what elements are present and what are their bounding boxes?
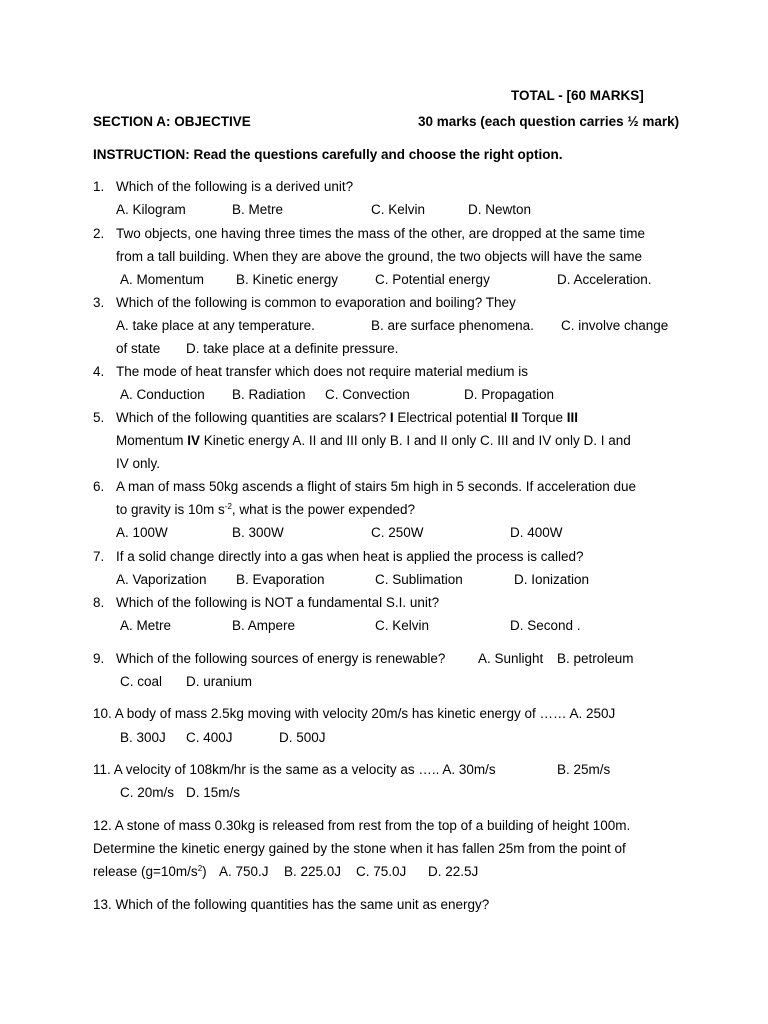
option-c: C. 400J: [186, 730, 233, 745]
instruction: INSTRUCTION: Read the questions carefully and choose the right option.: [93, 147, 563, 162]
question-text: [93, 865, 207, 879]
section-marks: 30 marks (each question carries ½ mark): [418, 114, 680, 129]
question-text: 11. A velocity of 108km/hr is the same as a velocity as ….. A. 30m/s: [93, 762, 496, 777]
question-number: 1.: [93, 179, 105, 194]
option-c: C. Kelvin: [375, 618, 430, 633]
option-d: D. Ionization: [514, 572, 590, 587]
option-c: C. Convection: [325, 387, 410, 402]
option-a: A. 100W: [116, 525, 168, 540]
total-marks: TOTAL - [60 MARKS]: [511, 88, 644, 103]
option-c: C. involve change: [561, 318, 669, 333]
option-a: A. Vaporization: [116, 572, 207, 587]
option-b: B. 225.0J: [284, 864, 342, 879]
question-number: 5.: [93, 410, 105, 425]
options-inline: Kinetic energy A. II and III only B. I and II only C. III and IV only D. I and: [200, 433, 631, 448]
option-c: C. 250W: [371, 525, 424, 540]
option-b: B. 300J: [120, 730, 166, 745]
option-a: A. Sunlight: [478, 651, 544, 666]
question-text: [116, 434, 631, 448]
question-text: The mode of heat transfer which does not require material medium is: [116, 364, 528, 379]
option-a: A. take place at any temperature.: [116, 318, 315, 333]
option-b: B. Metre: [232, 202, 284, 217]
option-a: A. Metre: [120, 618, 172, 633]
option-c: C. 20m/s: [120, 785, 175, 800]
question-number: 4.: [93, 364, 105, 379]
question-text: 13. Which of the following quantities has the same unit as energy?: [93, 897, 490, 912]
option-d: D. Propagation: [464, 387, 555, 402]
question-fragment: to gravity is 10m s: [116, 502, 225, 517]
option-c: C. Kelvin: [371, 202, 426, 217]
question-number: 8.: [93, 595, 105, 610]
question-number: 3.: [93, 295, 105, 310]
option-a: A. Momentum: [120, 272, 205, 287]
question-text: [116, 503, 415, 517]
option-c: C. 75.0J: [356, 864, 407, 879]
option-d: D. Acceleration.: [557, 272, 652, 287]
question-number: 9.: [93, 651, 105, 666]
question-text: from a tall building. When they are above the ground, the two objects will have the same: [116, 249, 643, 264]
option-d: D. uranium: [186, 674, 253, 689]
options-inline: IV only.: [116, 456, 161, 471]
quantity: Electrical potential: [393, 410, 511, 425]
option-a: A. 750.J: [219, 864, 269, 879]
question-number: 7.: [93, 549, 105, 564]
roman-numeral: II: [510, 410, 519, 425]
option-c-continued: of state: [116, 341, 161, 356]
option-b: B. Radiation: [232, 387, 306, 402]
question-number: 6.: [93, 479, 105, 494]
question-text: Two objects, one having three times the mass of the other, are dropped at the same time: [116, 226, 646, 241]
quantity: Momentum: [116, 433, 188, 448]
question-text: If a solid change directly into a gas when heat is applied the process is called?: [116, 549, 584, 564]
option-b: B. Kinetic energy: [236, 272, 339, 287]
option-b: B. Evaporation: [236, 572, 325, 587]
question-text: 10. A body of mass 2.5kg moving with velocity 20m/s has kinetic energy of …… A. 250J: [93, 706, 616, 721]
option-c: C. Potential energy: [375, 272, 490, 287]
option-b: B. 25m/s: [557, 762, 611, 777]
roman-numeral: IV: [187, 433, 201, 448]
question-lead: Which of the following quantities are scalars?: [116, 410, 390, 425]
superscript: -2: [224, 502, 232, 511]
option-a: A. Kilogram: [116, 202, 186, 217]
option-d: D. 15m/s: [186, 785, 241, 800]
option-a: A. Conduction: [120, 387, 205, 402]
question-fragment: ): [202, 864, 207, 879]
option-d: D. take place at a definite pressure.: [186, 341, 399, 356]
option-b: B. are surface phenomena.: [371, 318, 534, 333]
question-text: Which of the following is a derived unit?: [116, 179, 354, 194]
section-title: SECTION A: OBJECTIVE: [93, 114, 251, 129]
roman-numeral: I: [389, 410, 394, 425]
question-text: Which of the following is common to evaporation and boiling? They: [116, 295, 516, 310]
question-text: Which of the following sources of energy is renewable?: [116, 651, 446, 666]
option-b: B. 300W: [232, 525, 284, 540]
option-d: D. Second .: [510, 618, 581, 633]
question-fragment: release (g=10m/s: [93, 864, 198, 879]
question-text: Which of the following is NOT a fundamental S.I. unit?: [116, 595, 440, 610]
option-d: D. 400W: [510, 525, 563, 540]
question-text: [116, 411, 578, 425]
question-fragment: , what is the power expended?: [231, 502, 416, 517]
option-d: D. 22.5J: [428, 864, 479, 879]
superscript: 2: [197, 864, 203, 873]
option-b: B. Ampere: [232, 618, 296, 633]
option-d: D. 500J: [279, 730, 326, 745]
question-text: 12. A stone of mass 0.30kg is released from rest from the top of a building of height 100m.: [93, 818, 631, 833]
roman-numeral: III: [566, 410, 579, 425]
question-number: 2.: [93, 226, 105, 241]
option-b: B. petroleum: [557, 651, 634, 666]
option-c: C. Sublimation: [375, 572, 463, 587]
question-text: Determine the kinetic energy gained by the stone when it has fallen 25m from the point of: [93, 841, 626, 856]
option-c: C. coal: [120, 674, 163, 689]
option-d: D. Newton: [468, 202, 532, 217]
quantity: Torque: [518, 410, 567, 425]
question-text: A man of mass 50kg ascends a flight of stairs 5m high in 5 seconds. If acceleration due: [116, 479, 637, 494]
